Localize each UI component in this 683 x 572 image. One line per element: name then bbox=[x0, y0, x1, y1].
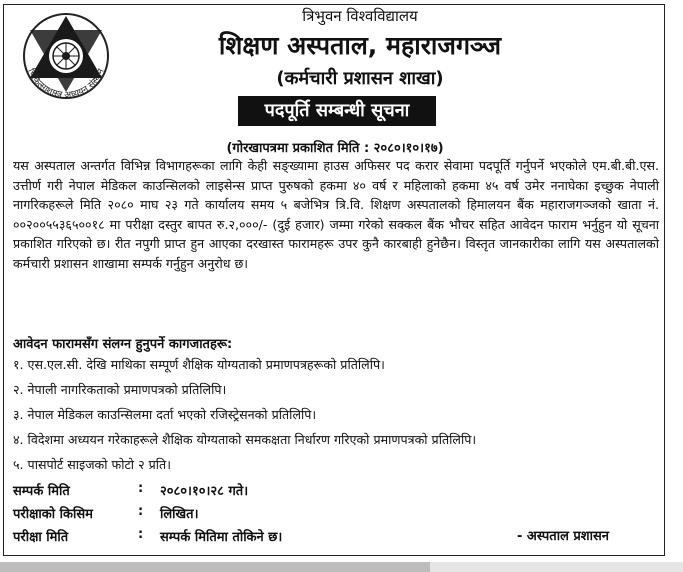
notice-paragraph: यस अस्पताल अन्तर्गत विभिन्न विभागहरूका लागि केही सङ्ख्यामा हाउस अफिसर पद करार सेवामा पदपूर्ति गर्नुपर्ने भएकोले एम.बी.बी.एस. उत्तीर्ण गरी नेपाल मेडिकल काउन्सिलको लाइसेन्स प्राप्त पुरुषको हकमा ४० वर्ष र महिलाको हकमा ४५ वर्ष उमेर ननाघेका इच्छुक नेपाली नागरिकहरूले मिति २०८० माघ २३ गते कार्यालय समय ५ बजेभित्र त्रि.वि. शिक्षण अस्पतालको हिमालयन बैंक महाराजगञ्जको खाता नं. ००२००५५३६५००१८ मा परीक्षा दस्तुर बापत रु.२,०००/- (दुई हजार) जम्मा गरेको सक्कल बैंक भौचर सहित आवेदन फाराम भर्नुहुन यो सूचना प्रकाशित गरिएको छ। रीत नपुगी प्राप्त हुन आएका दरखास्त फारामहरू उपर कुनै कारबाही हुनेछैन। विस्तृत जानकारीका लागि यस अस्पतालको कर्मचारी प्रशासन शाखामा सम्पर्क गर्नुहुन अनुरोध छ। bbox=[13, 158, 659, 271]
university-name: त्रिभुवन विश्वविद्यालय bbox=[302, 7, 418, 25]
document-item: २. नेपाली नागरिकताको प्रमाणपत्रको प्रतिलिपि। bbox=[13, 382, 227, 397]
exam-type-label: परीक्षाको किसिम bbox=[13, 507, 93, 522]
exam-date-value: सम्पर्क मितिमा तोकिने छ। bbox=[160, 530, 283, 545]
branch-name: (कर्मचारी प्रशासन शाखा) bbox=[276, 68, 444, 89]
colon-separator: : bbox=[138, 527, 144, 542]
exam-type-value: लिखित। bbox=[160, 507, 199, 522]
hospital-name: शिक्षण अस्पताल, महाराजगञ्ज bbox=[218, 31, 502, 60]
colon-separator: : bbox=[138, 504, 144, 519]
documents-heading: आवेदन फारामसँग संलग्न हुनुपर्ने कागजातहरू: bbox=[13, 337, 233, 352]
publication-date: (गोरखापत्रमा प्रकाशित मिति : २०८०।१०।१७) bbox=[226, 141, 444, 156]
notice-title: पदपूर्ति सम्बन्धी सूचना bbox=[238, 96, 436, 126]
bottom-scroll-strip bbox=[0, 562, 430, 572]
contact-date-label: सम्पर्क मिति bbox=[13, 484, 70, 499]
contact-date-value: २०८०।१०।२८ गते। bbox=[160, 484, 249, 499]
exam-date-label: परीक्षा मिति bbox=[13, 530, 69, 545]
colon-separator: : bbox=[138, 481, 144, 496]
document-item: १. एस.एल.सी. देखि माथिका सम्पूर्ण शैक्षिक योग्यताको प्रमाणपत्रहरूको प्रतिलिपि। bbox=[13, 357, 385, 372]
tribhuvan-university-emblem-icon bbox=[12, 6, 120, 114]
emblem-text: चिकित्साशास्त्र अध्ययन संस्थान bbox=[25, 67, 107, 101]
document-item: ५. पासपोर्ट साइजको फोटो २ प्रति। bbox=[13, 457, 172, 472]
signature: - अस्पताल प्रशासन bbox=[517, 529, 610, 544]
bottom-scroll-track bbox=[430, 562, 683, 572]
document-item: ३. नेपाल मेडिकल काउन्सिलमा दर्ता भएको रजिस्ट्रेसनको प्रतिलिपि। bbox=[13, 407, 317, 422]
document-item: ४. विदेशमा अध्ययन गरेकाहरूले शैक्षिक योग्यताको समकक्षता निर्धारण गरिएको प्रमाणपत्रको प्रतिलिपि। bbox=[13, 432, 477, 447]
